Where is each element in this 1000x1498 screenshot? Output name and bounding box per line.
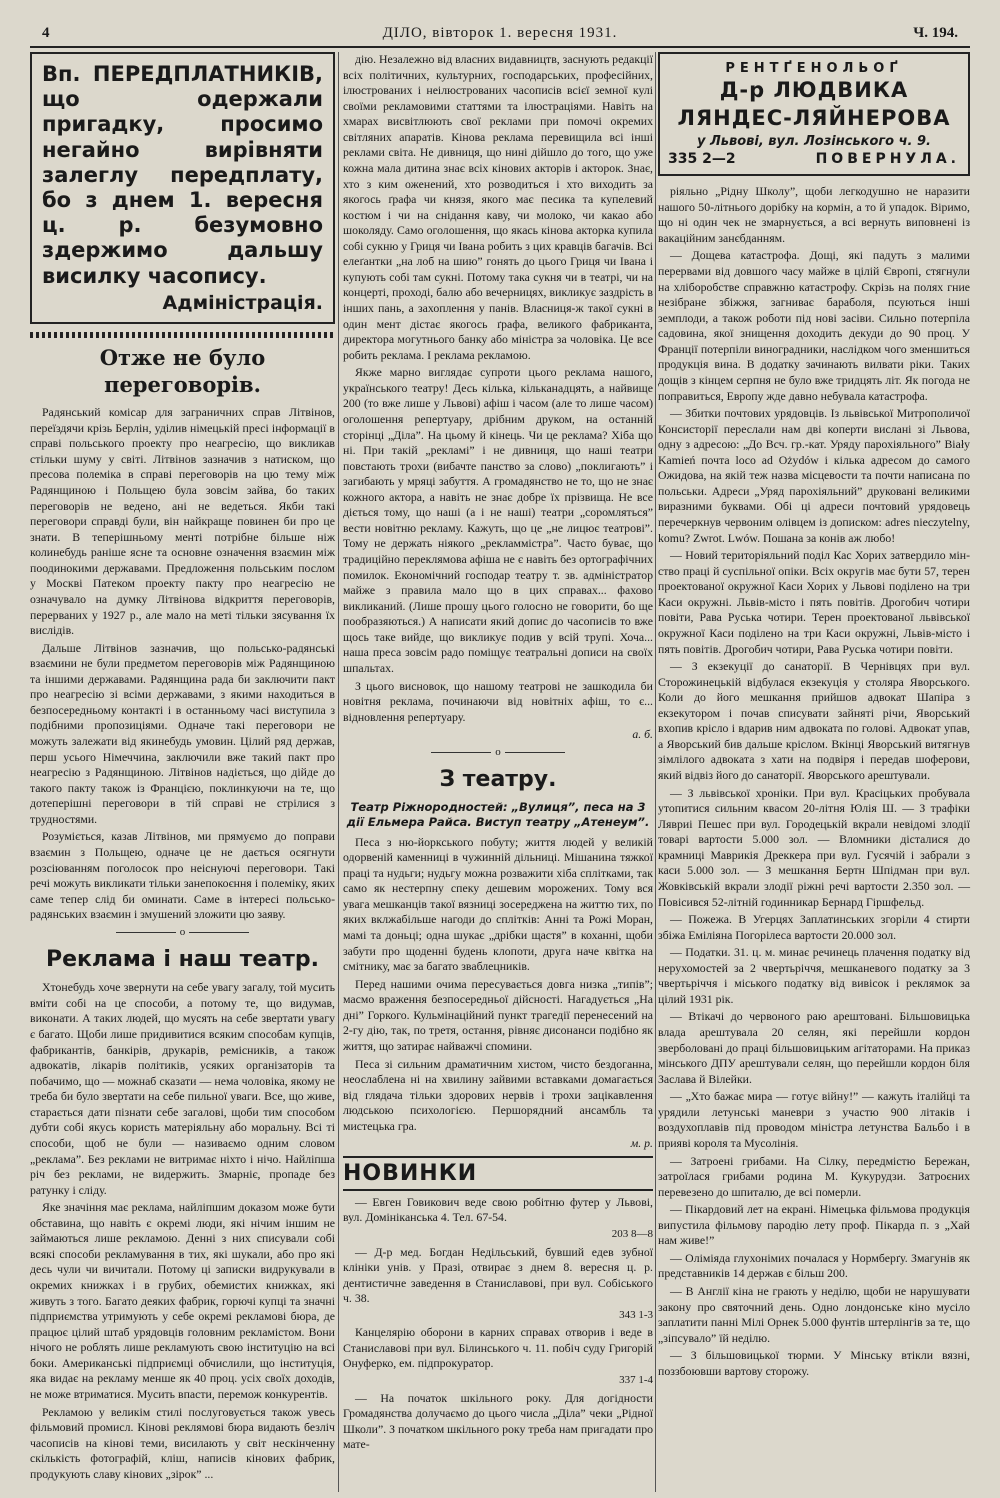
ad-code: 335 2—2: [668, 150, 736, 167]
column-3: [658, 52, 970, 1381]
review-paragraph: Перед нашими очима пересувається довга низка „типів”; масмо враження безпосередньої дійсності. Нагадується „На дні” Горкого. Кульмінаційний пункт трагедії перенесений на 2-гу дію, так, по третя, остання, рівняє дисонанси подібно як життя, що затирає найважчі спомини.: [343, 976, 653, 1053]
issue-number: Ч. 194.: [913, 25, 958, 41]
news-item: — Збитки почтових урядовців. Із львівської Митрополичої Консисторії переслали нам дві коперти вислані зі Львова, одну з адресою: „До Всч. гр.-кат. Уряду парохіяльного” Biały Kamień почта loco ad Ożydów і кілька адресом до самого Ожидова, на якій теж назва місцевости та почти написана по польськи. Адреси „Уряд парохіяльний” друковані великими виразними буквами. Обі ці адреси почтовий урядовець перечеркнув червоним олівцем із дописком: adres nieczytelny, komu? Zwrot. Lwów. Пошана за конів аж любо!: [658, 406, 970, 545]
doctor-advertisement: [658, 52, 970, 176]
news-item: ріяльно „Рідну Школу”, щоби легкодушно не наразити нашого 50-літнього дорібку на кормін, а то й упадок. Віримо, що ні один чек не змарнується, а всі вернуть виповнені із вакаційним занєбданням.: [658, 184, 970, 245]
column-divider: [655, 52, 656, 1492]
news-item: — Пожежа. В Угерцях Заплатинських згоріли 4 стирти збіжа Еміліяна Погорілеса вартости 20.000 зол.: [658, 912, 970, 942]
article-paragraph: Дальше Літвінов зазначив, що польсько-радянські взаємини не були предметом переговорів між Радянщиною та іншими державами. Радянщина рада би заключити пакт про неагресію зі всіми державами, з якими находиться в безпосередньому контакті і в останньому часі виступила з подібними пропозиціями. Одначе такі переговори не можуть залежати від якинебудь умовин. Цілий ряд держав, перш усього Німеччина, заключили вже такий пакт про неагресію з Радянщиною. Літвінов надіється, що дійде до такого пакту також із Францією, поклинкуючи на те, що дотеперішні переговори в тій справі не стрілися з трудностями.: [30, 640, 335, 826]
section-separator: o: [343, 745, 653, 760]
theatre-subtitle: Театр Ріжнородностей: „Вулиця”, песа на 3 дії Ельмера Райса. Виступ театру „Атенеум”.: [346, 800, 650, 830]
section-separator: o: [30, 925, 335, 940]
news-item: — Д-р мед. Богдан Недільський, бувший едев зубної клініки унів. у Празі, отвирає з днем 8. вересня ц. р. дентистичне заведення в Станиславові, при вул. Собіського ч. 38.: [343, 1244, 653, 1306]
ad-status: ПОВЕРНУЛА.: [815, 150, 960, 167]
notice-text: Вп. ПЕРЕДПЛАТНИКІВ, що одержали пригадку, просимо негайно вирівняти залеглу передплату, бо з днем 1. вересня ц. р. безумовно здержимо дальшу висилку часопису.: [42, 62, 323, 288]
news-item: — З більшовицької тюрми. У Мінську втікли вязні, поззбоювши вартову сторожу.: [658, 1348, 970, 1378]
subscribers-notice: [30, 52, 335, 324]
review-paragraph: Песа зі сильним драматичним хистом, чисто бездоганна, неослаблена ні на хвилину зайвими вставками домагається від глядача тільки здорових нервів і трохи зацікавлення людською психологією. Першорядний ансамбль та мистецька гра.: [343, 1056, 653, 1133]
news-item: — Оліміяда глухонімих почалася у Нормберґу. Змагунів як представників 14 держав є більш 200.: [658, 1250, 970, 1281]
article-paragraph: дію. Незалежно від власних видавництв, заснують редакції всіх політичних, культурних, господарських, професійних, ілюстрованих і неілюстрованих часописів всієї земної кулі своїми рекламовими статтями та ілюстраціями. Навіть на хмарах висвітлюють свої реклами при помочі окремих світляних апаратів. Кінова реклама перевищила всі інші реклами світа. Не дивниця, що нині дійшло до того, що уже кожна мала дитина знає всіх кінових акторів і акторок. Знає, хто з ким оженений, хто розводиться і хто виходить за якогось ґрафа чи князя, якого має песика та купелевий костюм і чи на снідання каву, чи молоко, чи какао або шоколяду. Само оголошення, що якась кінова акторка купила собі сукню у Гриця чи Івана робить з цих кравців багачів. Всі елеґантки „на лоб на шию” гонять до цього Гриця чи Івана і купують собі там сукні. Потому така сукня чи в театрі, чи на концерті, проході, балю або вечерницях, викликує заздрість в інших пань, а захоплення у панів. Власниця-ж такої сукні в один мент дістає якогось ґрафа, великого фабриканта, директора могутнього банку або міністра за чоловіка. Це все робить реклама. І реклама рекламою.: [343, 52, 653, 362]
decorative-border: [30, 332, 335, 338]
article-paragraph: Радянський комісар для заграничних справ Літвінов, переїздячи крізь Берлін, уділив німецькій пресі інформації в справі польського проекту про неагресію, що викликав стільки шуму у світі. Літвінов зазначив з натиском, що пресова полеміка в справі переговорів на цю тему між Радянщиною і Польщею була зовсім зайва, бо таких переговорів не ведено, ані не ведеться. Якби такі переговори справді були, він найкраще повинен би про це знати. В теперішньому менті потрібне більше ніж колинебудь раніше ясне та основне означення взаємин між поодинокими державами. Предложення польським послом у Москві Патеком проекту пакту про неагресію не означувало на думку Літвінова відкриття переговорів, перерваних у 1927 р., але мало на меті тільки зясування їх вислідів.: [30, 405, 335, 638]
ad-code: 203 8—8: [611, 1228, 653, 1241]
section-title: З театру.: [439, 767, 557, 793]
news-item: — З львівської хроніки. При вул. Красіцьких пробувала утопитися сильним квасом 20-літня Юлія Ш. — З трафіки Лявриі Пешес при вул. Городецькій вкрали невідомі злодії товарі вартости 5.000 зол. — Вломники дісталися до крамниці Маврикія Дреккера при вул. Гусячій і забрали з каси 5.000 зол. — З мешкання Бертн Шпідман при вул. Жовківській вкрали злодії ріжні речі вартости 2.350 зол. — Повісився 52-літній годинникар Бернард Гіршфельд.: [658, 785, 970, 909]
article-signature: а. б.: [632, 727, 653, 742]
ad-doctor-name: Д-р ЛЮДВИКА ЛЯНДЕС-ЛЯЙНЕРОВА: [677, 78, 951, 130]
news-item: — „Хто бажає мира — готує війну!” — кажуть італійці та урядили летунські маневри з участю 900 літаків і воздухоплавів під проводом міністра летунства Бальбо і в приявi короля та Мусолінія.: [658, 1089, 970, 1150]
news-item: — Пікардовий лет на екрані. Німецька фільмова продукція випустила фільмову пародію лету проф. Пікарда п. з „Хай нам живе!”: [658, 1202, 970, 1248]
news-item: Канцелярію оборони в карних справах отворив і веде в Станиславові при вул. Білинського ч. 11. побіч суду Григорій Онуферко, ем. підпрокуратор.: [343, 1325, 653, 1371]
review-signature: м. р.: [630, 1136, 653, 1151]
news-item: — Дощева катастрофа. Дощі, які падуть з малими перервами від довшого часу майже в цілій Європі, стягнули на хліборобстве справжню катастрофу. Скрізь на полях гние незібране збіжжя, загниває бараболя, псуються інші земплоди, а також роботи під нові засіви. Сильно потерпіла садовина, якої знищення доходить декуди до 90 проц. У Франції потерпіли виноградники, наслідком чого зменшиться продукція вина. В додатку зачинають вилвати ріки. Таких дощів з кінцем серпня не було вже тридцять літ. Як погода не поправиться, Европу жде давно небувала катастрофа.: [658, 248, 970, 403]
masthead-line: ДІЛО, вівторок 1. вересня 1931.: [382, 25, 618, 41]
ad-code: 343 1-3: [619, 1308, 653, 1321]
page-header: [30, 22, 970, 48]
notice-signature: Адміністрація.: [162, 291, 323, 314]
column-2: [343, 52, 653, 1455]
news-section-title: НОВИНКИ: [343, 1156, 653, 1191]
news-item: — На початок шкільного року. Для догідности Громадянства долучаємо до цього числа „Діла” чеки „Рідної Школи”. З початком шкільного року треба нам пригадати про мате-: [343, 1390, 653, 1452]
column-1: [30, 52, 335, 1484]
news-item: — Затроені грибами. На Сілку, передмістю Бережан, затроїлася грибами родина М. Кукурудзи. Затроєних перевезено до шпиталю, де всі померли.: [658, 1153, 970, 1199]
column-divider: [338, 52, 339, 1492]
news-item: — Новий територіяльний поділ Кас Хорих затвердило мін-ство праці й суспільної опіки. Всіх округів має бути 57, терен проектованої окружної Каси Хорих у Львові поділено на три Каси окружні. Львів-місто і пять повітів. Дрогобич чотири повіти, Рава Руська чотири. Терен проектованої львівської окружної Каси поділено на три Каси окружні, Львів-місто і пять повітів. Дрогобич чотири, Рава Руська чотири повіти.: [658, 548, 970, 656]
review-paragraph: Песа з ню-йоркського побуту; життя людей у великій одорвеній каменниці в чужинній дільниці. Мішанина тяжкої праці та нудьги; нудьгу можна розважити хіба сплітками, так само як нестерпну спеку дешевим морожених. Тому вся увага мешканців такої вязниці зосереджена на життю тих, по яких вклжабільше нагоди до сплітків: Анні та Рожі Моран, мамі та доньці; одна шукає „дрібки щастя” в коханні, щоби забути про щоденні будень клопоти, друга наче квітка на смітнику, має за багато зваблецників.: [343, 834, 653, 974]
news-item: — Евген Говикович веде свою робітню футер у Львові, вул. Домініканська 4. Тел. 67-54.: [343, 1194, 653, 1225]
ad-code: 337 1-4: [619, 1374, 653, 1387]
news-item: — З екзекуції до санаторії. В Чернівцях при вул. Сторожинецькій відбулася екзекуція у столяра Яворського. Коли до його мешкання прийшов адвокат Шапіра з екзекутором і почав списувати зайняті річи, Яворський вхопив крісло і вдарив ним адвоката по голові. Адвокат упав, а Яворський бив дальше кріслом. Вкінці Яворський витягнув зімлілого адвоката з хати на подвіря і передав шоферови, який відвіз його до санаторії. Яворського арештували.: [658, 659, 970, 783]
ad-footer: [668, 150, 960, 168]
ad-heading: РЕНТҐЕНОЛЬОҐ: [725, 61, 903, 76]
article-title: Отже не було переговорів.: [99, 344, 266, 398]
ad-address: у Львові, вул. Лозінського ч. 9.: [696, 133, 932, 149]
page-number: 4: [42, 25, 50, 41]
article-paragraph: Яке значіння має реклама, найліпшим доказом може бути обставина, що навіть є окремі люди, які нічим іншим не займаються лише рекламою. Денні з них списували собі всякі способи рекламування в тих, які шукали, або про які десь чули чи вичитали. Потому ці записки видрукували в окремих книжках і в грубих, обемистих книжках, які живуть з того. Багато деяких фабрик, горючі купці та значні підприємства утримують у себе окремі рекламові бюра, де працює цілий штаб урядовців головним рекламістом. Вони нічого не роблять лише рекламують свою інституцію на всі боки. Американські підприємці обчислили, що інституція, яка видає на рекламу менше як 40 проц. усіх своїх доходів, не може втриматися. Мусить впасти, перемож конкурентів.: [30, 1200, 335, 1401]
article-title: Реклама і наш театр.: [45, 947, 320, 973]
article-paragraph: Рекламою у великім стилі послуговується також увесь фільмовий промисл. Кінові реклямові бюра видають безліч часописів на кінові теми, висилають у світ нескінченну скількість фотографій, кліш, написів кінових фабрик, продукують славу кінових „зірок” ...: [30, 1404, 335, 1481]
article-paragraph: Розуміється, казав Літвінов, ми прямуємо до поправи взаємин з Польщею, одначе це не дається осягнути розсіюванням поголосок про неіснуючі переговори. Такі речі можуть викликати тільки занепокоєння і полеміку, яких саме тепер слід би оминати. Саме в інтересі польсько-радянських взаємин і змушений зложити цю заяву.: [30, 829, 335, 922]
news-item: — В Англії кіна не грають у неділю, щоби не нарушувати закону про святочний день. Одно лондонське кіно мусіло заплатити панні Мілі Орнек 5.000 фунтів штерлінгів за те, що „зіпсувало” їй неділю.: [658, 1284, 970, 1345]
article-paragraph: Хтонебудь хоче звернути на себе увагу загалу, той мусить вміти собі на це способи, а потому те, що видумав, виконати. А таких людей, що мусять на себе звертати увагу є багато. Щоби лише придивитися всяким способам купців, фабрикантів, банкірів, друкарів, ремісників, а також адвокатів, лікарів політиків, усяких організаторів та побачимо, що — можнаб сказати — нема чоловіка, якому не треба би було звертати на себе пильної уваги. Все, що живе, старається дати пізнати себе загалові, щоби тим способом дубти собі якусь користь матеріяльну або моральну. Всі ті способи, щоб не були — називаємо одним словом „реклама”. Без реклами не витримає ніхто і нічо. Найліпша річ без реклами, не видержить. Змарніє, пропаде без ратунку і сліду.: [30, 980, 335, 1197]
news-item: — Податки. 31. ц. м. минає речинець плачення податку від нерухомостей за 2 чвертьріччя, мешканевого податку за 3 чвертьріччя і міського податку від вивісок і реклямок за цілий 1931 рік.: [658, 945, 970, 1006]
article-paragraph: З цього висновок, що нашому театрові не зашкодила би новітня реклама, починаючи від новітніх афіш, то є... відновлення репертуару.: [343, 678, 653, 724]
news-item: — Втікачі до червоного раю арештовані. Більшовицька влада арештувала 20 селян, які перейшли кордон зверболованi до праці більшовицьким агітаторами. На приказ мінського ДПУ арештували селян, що перейшли кордон біля Заслава й Вілейки.: [658, 1009, 970, 1086]
article-paragraph: Якже марно виглядає супроти цього реклама нашого, українського театру! Десь кілька, кільканадцять, а найвище 200 (то вже лише у Львові) афіш і часом (але то лише часом) оголошення репертуару, дрібним друком, на останній сторінці „Діла”. На цьому й кінець. Чи це реклама? Хіба що ні. При такій „рекламі” і не дивниця, що наші театри повстають трохи (вибачте панство за слово) „поклигають” і загибають у мряці забуття. А громадянство не то, що не знає кожного акторa, а навіть не знає добре їх прізвища. Не все діється тому, що наші (а і не наші) театри „соромляться” вести новітню рекламу. Кажуть, що це „не лицює театрові”. Тому не держать ніякого „рекламмістра”. Часто буває, що традиційно переклямова афіша не є навіть без ортографічних помилок. Економічний господар театру т. зв. адміністратор майже з правила мало що в цих справах... фахово викликаний. (Лише прошу цього голосно не говорити, бо ще пообразяються.) А написати який допис до часописів то вже щось таке вийде, що викликує подив у всій трупі. Хоча... наша преса зовсім радо поміщує театральні дописи на своїх шпальтах.: [343, 365, 653, 675]
